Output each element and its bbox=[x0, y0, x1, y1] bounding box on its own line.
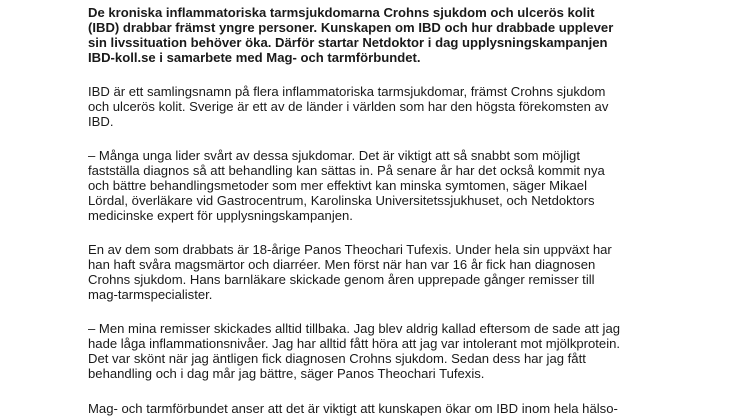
body-line: fastställa diagnos så att behandling kan sättas in. På senare år har det också kommit nya bbox=[88, 163, 605, 178]
body-paragraph-panos-story bbox=[88, 242, 688, 302]
body-line: IBD är ett samlingsnamn på flera inflammatoriska tarmsjukdomar, främst Crohns sjukdom bbox=[88, 84, 606, 99]
body-paragraph-lordal-quote bbox=[88, 148, 688, 223]
body-line: Lördal, överläkare vid Gastrocentrum, Karolinska Universitetssjukhuset, och Netdoktors bbox=[88, 193, 595, 208]
body-line: – Men mina remisser skickades alltid tillbaka. Jag blev aldrig kallad eftersom de sade att jag bbox=[88, 321, 621, 336]
body-line: – Många unga lider svårt av dessa sjukdomar. Det är viktigt att så snabbt som möjligt bbox=[88, 148, 580, 163]
body-line: mag-tarmspecialister. bbox=[88, 287, 213, 302]
lead-line: sin livssituation behöver öka. Därför startar Netdoktor i dag upplysningskampanjen bbox=[88, 35, 608, 50]
body-line: och ulcerös kolit. Sverige är ett av de länder i världen som har den högsta förekomsten av bbox=[88, 99, 609, 114]
body-line: En av dem som drabbats är 18-årige Panos Theochari Tufexis. Under hela sin uppväxt har bbox=[88, 242, 612, 257]
lead-paragraph bbox=[88, 5, 688, 65]
body-line: han haft svåra magsmärtor och diarréer. Men först när han var 16 år fick han diagnosen bbox=[88, 257, 596, 272]
body-paragraph-mag-tarm bbox=[88, 401, 688, 416]
body-line: IBD. bbox=[88, 114, 114, 129]
lead-line: (IBD) drabbar främst yngre personer. Kunskapen om IBD och hur drabbade upplever bbox=[88, 20, 614, 35]
body-line: Crohns sjukdom. Hans barnläkare skickade genom åren upprepade gånger remisser till bbox=[88, 272, 595, 287]
body-line: medicinske expert för upplysningskampanjen. bbox=[88, 208, 353, 223]
lead-line: De kroniska inflammatoriska tarmsjukdomarna Crohns sjukdom och ulcerös kolit bbox=[88, 5, 595, 20]
body-line: behandling och i dag mår jag bättre, säger Panos Theochari Tufexis. bbox=[88, 366, 485, 381]
body-paragraph-ibd-definition bbox=[88, 84, 688, 129]
body-paragraph-panos-quote bbox=[88, 321, 688, 381]
body-line: och bättre behandlingsmetoder som mer effektivt kan minska symtomen, säger Mikael bbox=[88, 178, 588, 193]
body-line: hade låga inflammationsnivåer. Jag har alltid fått höra att jag var intolerant mot mjölkprotein. bbox=[88, 336, 621, 351]
lead-line: IBD-koll.se i samarbete med Mag- och tarmförbundet. bbox=[88, 50, 421, 65]
body-line: Mag- och tarmförbundet anser att det är viktigt att kunskapen ökar om IBD inom hela hälso- bbox=[88, 401, 618, 416]
body-line: Det var skönt när jag äntligen fick diagnosen Crohns sjukdom. Sedan dess har jag fått bbox=[88, 351, 586, 366]
